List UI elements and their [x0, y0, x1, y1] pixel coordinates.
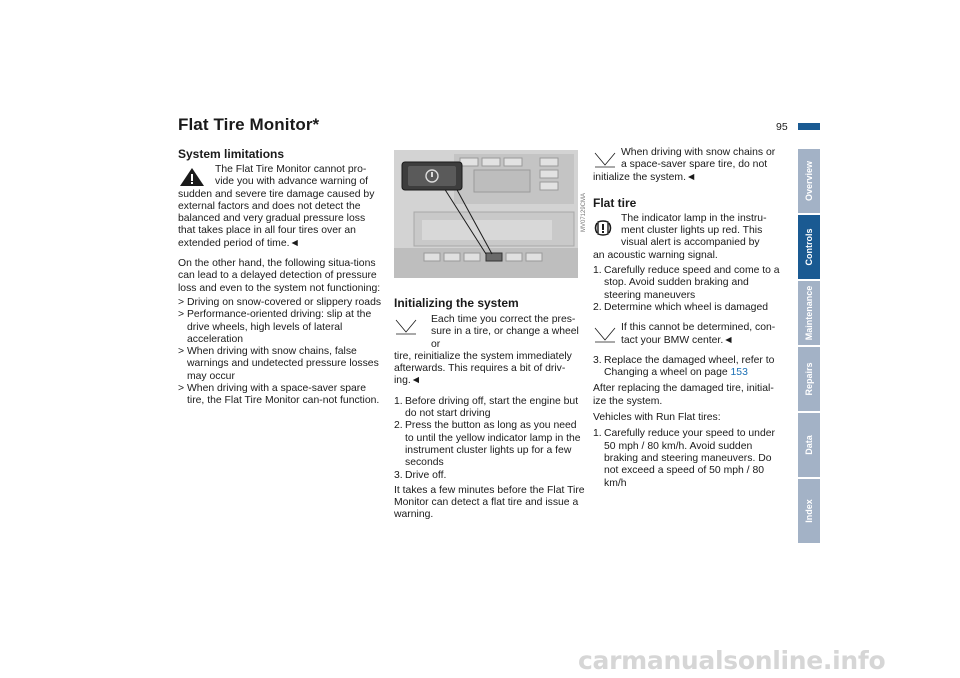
- bmw-center-note: [593, 322, 786, 347]
- lamp-line-1: The indicator lamp in the instru-: [621, 212, 767, 224]
- dashboard-photo: [394, 150, 578, 278]
- limitations-list: [178, 297, 382, 408]
- tab-data[interactable]: Data: [798, 413, 820, 477]
- list-item: > When driving with snow chains, false warnings and undetected pressure losses may occur: [178, 346, 379, 382]
- list-item: > When driving with a space-saver spare tire, the Flat Tire Monitor can-not function.: [178, 383, 380, 407]
- list-item: > Driving on snow-covered or slippery roads: [178, 296, 382, 308]
- note-text: initialize the system.◄: [593, 171, 697, 183]
- note-arrow-icon: [593, 149, 617, 169]
- after-replacing-paragraph: After replacing the damaged tire, initial-ize the system.: [593, 383, 774, 407]
- lamp-line-2: ment cluster lights up red. This: [621, 225, 763, 237]
- note-line-2: a space-saver spare tire, do not: [621, 159, 768, 171]
- list-item: 1. Before driving off, start the engine but do not start driving: [394, 395, 579, 420]
- heading-initializing: Initializing the system: [394, 296, 519, 310]
- list-item: 1. Carefully reduce speed and come to a stop. Avoid sudden braking and steering maneuvers: [593, 265, 780, 301]
- closing-paragraph: It takes a few minutes before the Flat Tire Monitor can detect a flat tire and issue a warning.: [394, 484, 585, 521]
- list-item: > Performance-oriented driving: slip at the drive wheels, high levels of lateral acceleration: [178, 309, 372, 345]
- list-item: 2. Determine which wheel is damaged: [593, 301, 769, 313]
- run-flat-paragraph: Vehicles with Run Flat tires:: [593, 412, 721, 424]
- tab-index[interactable]: Index: [798, 479, 820, 543]
- note-line-1: When driving with snow chains or: [621, 147, 776, 158]
- tab-controls[interactable]: Controls: [798, 215, 820, 279]
- tab-overview[interactable]: Overview: [798, 149, 820, 213]
- page-link-153[interactable]: 153: [730, 367, 748, 379]
- note-line-2: sure in a tire, or change a wheel or: [431, 326, 579, 350]
- warning-line-2: vide you with advance warning of: [215, 176, 369, 188]
- list-item: 1. Carefully reduce your speed to under 50 mph / 80 km/h. Avoid sudden braking and steering maneuvers. Do not exceed a speed of 50 mph / 80 km/h: [593, 428, 775, 489]
- snow-chain-note: [593, 147, 786, 184]
- column-system-limitations: [178, 147, 382, 408]
- note-line-1: If this cannot be determined, con-: [621, 322, 776, 334]
- page-number-bar: [798, 123, 820, 130]
- warning-triangle-icon: [178, 166, 206, 188]
- watermark: carmanualsonline.info: [578, 646, 886, 675]
- heading-flat-tire: Flat tire: [593, 195, 637, 210]
- column-flat-tire: [593, 147, 786, 490]
- page-number: 95: [776, 121, 788, 133]
- initializing-steps: [394, 396, 586, 482]
- note-arrow-icon: [593, 324, 617, 344]
- initializing-note: [394, 314, 586, 388]
- warning-line-1: The Flat Tire Monitor cannot pro-: [215, 164, 367, 175]
- warning-note: [178, 164, 382, 250]
- note-arrow-icon: [394, 316, 418, 336]
- warning-text: sudden and severe tire damage caused by external factors and does not detect the balanced and very gradual pressure loss that takes place in all four tires over an extended period of time.◄: [178, 188, 375, 249]
- lamp-text: an acoustic warning signal.: [593, 249, 718, 261]
- section-tabs: [798, 149, 820, 545]
- heading-system-limitations: System limitations: [178, 147, 285, 161]
- intro-paragraph: On the other hand, the following situa-tions can lead to a delayed detection of pressure loss and even to the system not functioning:: [178, 258, 381, 294]
- list-item: 2. Press the button as long as you need to until the yellow indicator lamp in the instrument cluster lights up for a few seconds: [394, 420, 581, 469]
- tab-maintenance[interactable]: Maintenance: [798, 281, 820, 345]
- note-line-1: Each time you correct the pres-: [431, 314, 576, 325]
- lamp-line-3: visual alert is accompanied by: [621, 237, 760, 249]
- dashboard-illustration: [394, 150, 578, 278]
- list-item: 3. Drive off.: [394, 469, 447, 481]
- column-initializing: [394, 296, 586, 522]
- list-item: 3. Replace the damaged wheel, refer to Changing a wheel on page 153: [593, 354, 775, 379]
- note-line-2: tact your BMW center.◄: [621, 334, 734, 346]
- indicator-lamp-note: [593, 213, 786, 262]
- flat-tire-steps: [593, 265, 786, 314]
- note-text: tire, reinitialize the system immediately afterwards. This requires a bit of driv-ing.◄: [394, 350, 572, 387]
- image-code: MV07129CMA: [581, 192, 587, 232]
- tire-warning-lamp-icon: [593, 219, 613, 237]
- page-title: Flat Tire Monitor*: [178, 115, 320, 134]
- tab-repairs[interactable]: Repairs: [798, 347, 820, 411]
